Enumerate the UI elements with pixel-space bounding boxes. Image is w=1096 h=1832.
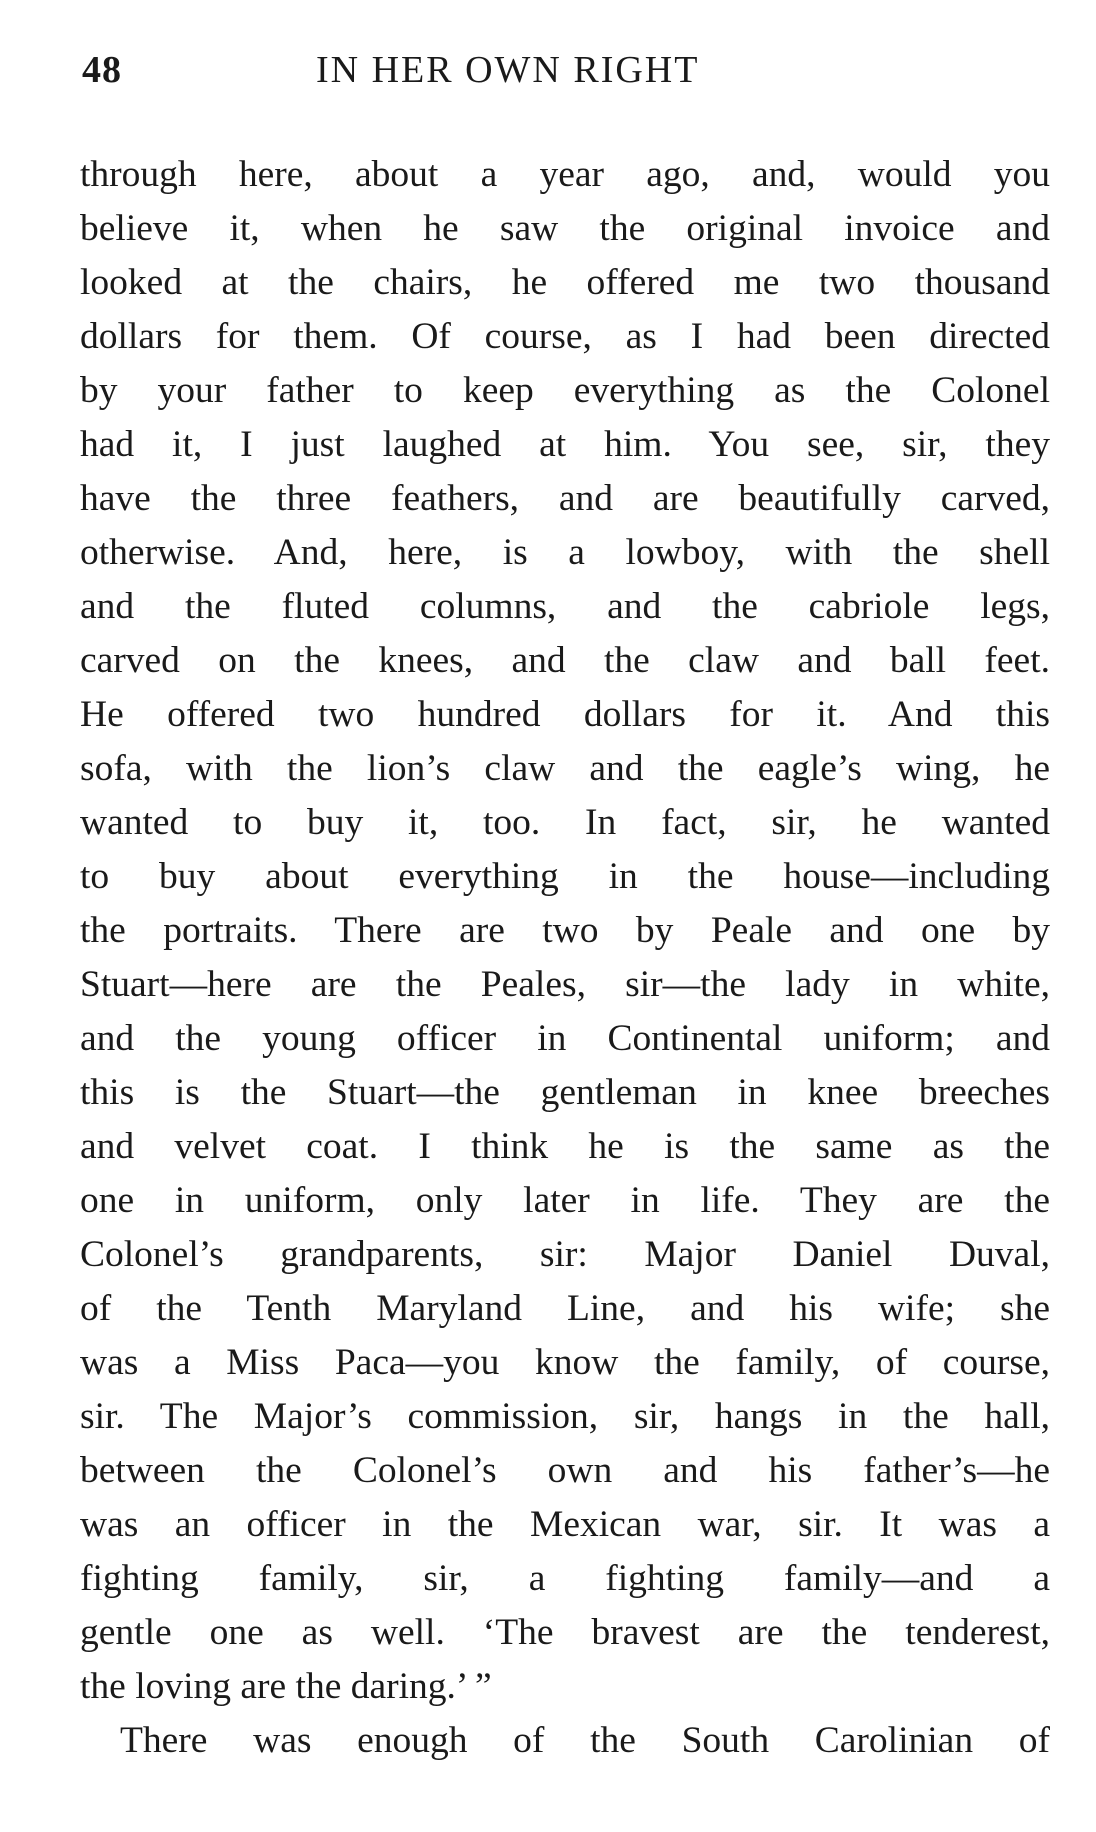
text-line: Colonel’s grandparents, sir: Major Daniel Duval,	[80, 1234, 1050, 1275]
text-line: fighting family, sir, a fighting family—and a	[80, 1558, 1050, 1599]
text-line: dollars for them. Of course, as I had been directed	[80, 316, 1050, 357]
paragraph-end-line: the loving are the daring.’ ”	[80, 1666, 492, 1707]
text-line: and the young officer in Continental uniform; and	[80, 1018, 1050, 1059]
text-line: between the Colonel’s own and his father’s—he	[80, 1450, 1050, 1491]
book-page	[80, 40, 1050, 1768]
text-line: and velvet coat. I think he is the same as the	[80, 1126, 1050, 1167]
body-text	[80, 148, 1050, 1768]
text-line: through here, about a year ago, and, would you	[80, 154, 1050, 195]
paragraph-start-line: There was enough of the South Carolinian of	[120, 1720, 1050, 1761]
text-line: one in uniform, only later in life. They are the	[80, 1180, 1050, 1221]
page-number: 48	[82, 49, 122, 91]
running-title: IN HER OWN RIGHT	[316, 49, 700, 91]
text-line: have the three feathers, and are beautifully carved,	[80, 478, 1050, 519]
text-line: wanted to buy it, too. In fact, sir, he wanted	[80, 802, 1050, 843]
text-line: and the fluted columns, and the cabriole legs,	[80, 586, 1050, 627]
text-line: carved on the knees, and the claw and ball feet.	[80, 640, 1050, 681]
text-line: Stuart—here are the Peales, sir—the lady in white,	[80, 964, 1050, 1005]
text-line: was a Miss Paca—you know the family, of course,	[80, 1342, 1050, 1383]
text-line: this is the Stuart—the gentleman in knee breeches	[80, 1072, 1050, 1113]
text-line: sir. The Major’s commission, sir, hangs in the hall,	[80, 1396, 1050, 1437]
text-line: of the Tenth Maryland Line, and his wife; she	[80, 1288, 1050, 1329]
running-head	[80, 40, 1050, 104]
text-line: gentle one as well. ‘The bravest are the tenderest,	[80, 1612, 1050, 1653]
text-line: sofa, with the lion’s claw and the eagle’s wing, he	[80, 748, 1050, 789]
text-line: otherwise. And, here, is a lowboy, with the shell	[80, 532, 1050, 573]
text-line: had it, I just laughed at him. You see, sir, they	[80, 424, 1050, 465]
text-line: believe it, when he saw the original invoice and	[80, 208, 1050, 249]
text-line: by your father to keep everything as the Colonel	[80, 370, 1050, 411]
text-line: looked at the chairs, he offered me two thousand	[80, 262, 1050, 303]
text-line: was an officer in the Mexican war, sir. It was a	[80, 1504, 1050, 1545]
text-line: He offered two hundred dollars for it. And this	[80, 694, 1050, 735]
text-line: the portraits. There are two by Peale and one by	[80, 910, 1050, 951]
text-line: to buy about everything in the house—including	[80, 856, 1050, 897]
